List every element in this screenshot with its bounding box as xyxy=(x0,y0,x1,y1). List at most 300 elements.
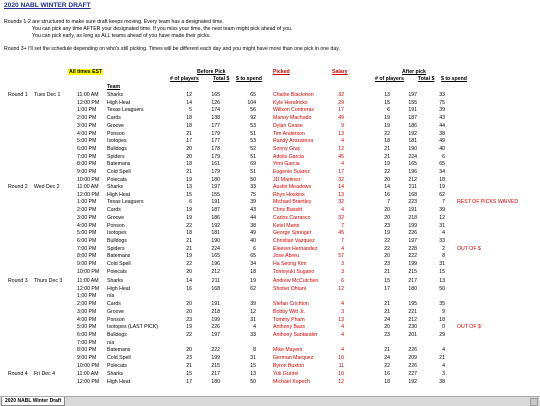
salary: 17 xyxy=(338,107,344,114)
pick-time: 12:00 PM xyxy=(77,285,100,292)
before-total: 174 xyxy=(211,107,220,114)
after-to-spend: 38 xyxy=(439,378,445,385)
after-total: 227 xyxy=(408,371,417,377)
before-total: 191 xyxy=(211,199,220,206)
before-to-spend: 51 xyxy=(250,130,256,137)
table-row xyxy=(0,223,540,230)
salary: 29 xyxy=(338,99,344,106)
before-to-spend: 56 xyxy=(250,107,256,114)
salary: 17 xyxy=(338,169,344,175)
before-num-players: 6 xyxy=(189,199,192,206)
pick-time: 2:00 PM xyxy=(77,207,97,214)
table-row xyxy=(0,324,540,331)
pick-note: REST OF PICKS WAIVED xyxy=(457,199,519,206)
salary: 4 xyxy=(341,245,344,252)
after-total: 187 xyxy=(408,115,417,122)
table-row xyxy=(0,230,540,237)
before-to-spend: 31 xyxy=(250,316,256,323)
team-name: High Heat xyxy=(107,191,131,198)
picked-player: Yuli Gurriel xyxy=(273,371,299,377)
before-to-spend: 38 xyxy=(250,222,256,229)
team-name: Sharks xyxy=(107,184,124,190)
before-to-spend: 52 xyxy=(250,145,256,152)
before-total: 186 xyxy=(211,214,220,221)
after-num-players: 22 xyxy=(384,169,390,175)
team-name: Sharks xyxy=(107,371,124,377)
team-name: Bulldogs xyxy=(107,331,127,338)
salary: 14 xyxy=(338,184,344,190)
after-num-players: 24 xyxy=(384,316,390,323)
before-num-players: 23 xyxy=(186,316,192,323)
before-to-spend: 50 xyxy=(250,176,256,183)
after-total: 168 xyxy=(408,191,417,198)
picked-player: Tim Anderson xyxy=(273,130,305,137)
salary: 45 xyxy=(338,153,344,160)
before-total: 197 xyxy=(211,331,220,338)
table-row xyxy=(0,161,540,168)
after-num-players: 21 xyxy=(384,268,390,275)
pick-time: 3:00 PM xyxy=(77,214,97,221)
pick-time: 4:00 PM xyxy=(77,130,97,137)
after-num-players-header: # of players xyxy=(375,76,404,82)
after-num-players: 19 xyxy=(384,115,390,122)
after-total: 165 xyxy=(408,161,417,168)
picked-player: Ha Seong Kim xyxy=(273,261,307,267)
after-total: 180 xyxy=(408,285,417,292)
after-total: 181 xyxy=(408,138,417,145)
before-to-spend: 31 xyxy=(250,355,256,361)
before-to-spend: 12 xyxy=(250,308,256,315)
before-total: 222 xyxy=(211,347,220,354)
table-row xyxy=(0,269,540,276)
after-num-players: 17 xyxy=(384,285,390,292)
picked-player: Yimi Garcia xyxy=(273,161,300,168)
after-to-spend: 40 xyxy=(439,145,445,152)
before-num-players: 19 xyxy=(186,324,192,331)
after-to-spend: 75 xyxy=(439,99,445,106)
after-to-spend: 4 xyxy=(442,362,445,369)
before-total: 177 xyxy=(211,138,220,145)
after-num-players: 13 xyxy=(384,92,390,98)
before-to-spend: 19 xyxy=(250,278,256,284)
after-num-players: 24 xyxy=(384,355,390,361)
salary: 7 xyxy=(341,222,344,229)
table-row xyxy=(0,154,540,161)
after-to-spend: 29 xyxy=(439,331,445,338)
salary: 4 xyxy=(341,324,344,331)
before-pick-header: Before Pick xyxy=(197,69,226,75)
after-num-players: 20 xyxy=(384,324,390,331)
after-total-header: Total $ xyxy=(418,76,435,82)
after-total: 228 xyxy=(408,245,417,252)
team-name: Isotopes xyxy=(107,230,127,237)
table-row xyxy=(0,286,540,293)
picked-player: Charlie Blackmon xyxy=(273,92,314,98)
after-total: 192 xyxy=(408,130,417,137)
after-num-players: 18 xyxy=(384,138,390,145)
before-num-players: 20 xyxy=(186,153,192,160)
salary: 4 xyxy=(341,207,344,214)
after-total: 215 xyxy=(408,268,417,275)
salary: 3 xyxy=(341,308,344,315)
round-label: Round 2 xyxy=(8,184,28,190)
before-num-players: 19 xyxy=(186,207,192,214)
after-to-spend: 18 xyxy=(439,316,445,323)
picked-player: Tommy Pham xyxy=(273,316,305,323)
salary: 4 xyxy=(341,301,344,308)
picked-player: Michael Brantley xyxy=(273,199,312,206)
salary: 32 xyxy=(338,214,344,221)
salary: 10 xyxy=(338,355,344,361)
team-name: Polecats xyxy=(107,268,127,275)
team-name: Ponson xyxy=(107,222,125,229)
before-num-players: 15 xyxy=(186,191,192,198)
salary: 32 xyxy=(338,92,344,98)
round-day: Wed Dec 2 xyxy=(34,184,60,190)
pick-time: 3:00 PM xyxy=(77,308,97,315)
before-total: 180 xyxy=(211,176,220,183)
pick-time: 7:00 PM xyxy=(77,245,97,252)
after-num-players: 20 xyxy=(384,214,390,221)
salary: 10 xyxy=(338,371,344,377)
picked-player: Andrew McCutchen xyxy=(273,278,319,284)
pick-time: 2:00 PM xyxy=(77,115,97,122)
picked-player: Dylan Cease xyxy=(273,122,303,129)
round-label: Round 3 xyxy=(8,278,28,284)
salary: 4 xyxy=(341,347,344,354)
pick-time: 7:00 PM xyxy=(77,339,97,346)
pick-time: 3:00 PM xyxy=(77,122,97,129)
after-to-spend: 34 xyxy=(439,169,445,175)
after-total: 230 xyxy=(408,324,417,331)
before-to-spend: 51 xyxy=(250,169,256,175)
team-name: Batemans xyxy=(107,253,131,260)
after-to-spend: 15 xyxy=(439,268,445,275)
before-total: 199 xyxy=(211,355,220,361)
pick-time: 2:00 PM xyxy=(77,301,97,308)
before-total: 155 xyxy=(211,191,220,198)
table-row xyxy=(0,379,540,386)
after-to-spend: 35 xyxy=(439,301,445,308)
after-total: 226 xyxy=(408,230,417,237)
team-name: Ponson xyxy=(107,130,125,137)
table-row xyxy=(0,355,540,362)
before-to-spend: 18 xyxy=(250,268,256,275)
intro-line-3: You can pick early, as long as ALL teams ahead of you have made their picks. xyxy=(32,33,211,39)
salary: 32 xyxy=(338,176,344,183)
after-to-spend: 62 xyxy=(439,191,445,198)
table-row xyxy=(0,100,540,107)
before-num-players: 21 xyxy=(186,245,192,252)
pick-time: 4:00 PM xyxy=(77,316,97,323)
before-total: 187 xyxy=(211,207,220,214)
team-name: Groove xyxy=(107,122,125,129)
table-row xyxy=(0,215,540,222)
after-total: 155 xyxy=(408,99,417,106)
num-players-header: # of players xyxy=(170,76,199,82)
after-num-players: 21 xyxy=(384,347,390,354)
after-num-players: 19 xyxy=(384,230,390,237)
pick-note: OUT OF $ xyxy=(457,245,481,252)
after-to-spend: 65 xyxy=(439,161,445,168)
before-total: 168 xyxy=(211,285,220,292)
after-num-players: 19 xyxy=(384,122,390,129)
intro-line-1: Rounds 1-2 are structured to make sure draft keeps moving. Every team has a designated time. xyxy=(4,19,224,25)
before-to-spend: 8 xyxy=(253,347,256,354)
pick-time: 9:00 PM xyxy=(77,261,97,267)
pick-time: 11:00 AM xyxy=(77,184,99,190)
picked-player: Manny Machado xyxy=(273,115,312,122)
table-row xyxy=(0,146,540,153)
before-num-players: 20 xyxy=(186,145,192,152)
after-num-players: 6 xyxy=(387,107,390,114)
before-total: 179 xyxy=(211,169,220,175)
after-to-spend: 6 xyxy=(442,153,445,160)
table-row xyxy=(0,169,540,176)
table-row xyxy=(0,131,540,138)
before-total: 179 xyxy=(211,153,220,160)
salary: 4 xyxy=(341,331,344,338)
picked-player: Anthony Santander xyxy=(273,331,318,338)
table-row xyxy=(0,115,540,122)
salary: 45 xyxy=(338,230,344,237)
before-num-players: 17 xyxy=(186,138,192,145)
after-to-spend: 2 xyxy=(442,245,445,252)
table-row xyxy=(0,301,540,308)
before-total: 138 xyxy=(211,115,220,122)
before-total: 180 xyxy=(211,378,220,385)
after-total: 226 xyxy=(408,347,417,354)
team-name: Cards xyxy=(107,115,121,122)
round-day: Thurs Dec 3 xyxy=(34,278,63,284)
before-total: 224 xyxy=(211,245,220,252)
team-name: Sharks xyxy=(107,278,124,284)
before-total: 181 xyxy=(211,230,220,237)
after-to-spend: 9 xyxy=(442,308,445,315)
pick-time: 8:00 PM xyxy=(77,161,97,168)
pick-time: 11:00 AM xyxy=(77,278,99,284)
team-name: Groove xyxy=(107,308,125,315)
team-name: Spiders xyxy=(107,153,125,160)
before-to-spend: 49 xyxy=(250,230,256,237)
salary: 4 xyxy=(341,161,344,168)
picked-player: Byron Buxton xyxy=(273,362,305,369)
salary: 3 xyxy=(341,268,344,275)
after-num-players: 22 xyxy=(384,245,390,252)
after-to-spend: 49 xyxy=(439,138,445,145)
picked-player: Kyle Hendricks xyxy=(273,99,308,106)
picked-player: Adolis Garcia xyxy=(273,153,304,160)
picked-player: Bobby Witt Jr. xyxy=(273,308,305,315)
after-total: 199 xyxy=(408,261,417,267)
table-row xyxy=(0,340,540,347)
pick-time: 6:00 PM xyxy=(77,145,97,152)
table-row xyxy=(0,246,540,253)
before-total: 196 xyxy=(211,261,220,267)
table-row xyxy=(0,184,540,191)
pick-time: 10:00 PM xyxy=(77,362,100,369)
after-to-spend: 0 xyxy=(442,324,445,331)
salary: 12 xyxy=(338,145,344,152)
before-to-spend: 65 xyxy=(250,92,256,98)
before-num-players: 22 xyxy=(186,331,192,338)
after-num-players: 16 xyxy=(384,191,390,198)
pick-time: 12:00 PM xyxy=(77,191,100,198)
before-total: 165 xyxy=(211,253,220,260)
before-to-spend: 33 xyxy=(250,331,256,338)
pick-time: 1:00 PM xyxy=(77,199,97,206)
before-num-players: 14 xyxy=(186,99,192,106)
before-total: 218 xyxy=(211,308,220,315)
team-name: Bulldogs xyxy=(107,237,127,244)
after-num-players: 16 xyxy=(384,371,390,377)
picked-player: Chris Bassitt xyxy=(273,207,303,214)
before-num-players: 20 xyxy=(186,268,192,275)
pick-time: 5:00 PM xyxy=(77,324,97,331)
before-num-players: 22 xyxy=(186,222,192,229)
pick-time: 1:00 PM xyxy=(77,293,97,300)
after-total: 212 xyxy=(408,316,417,323)
after-num-players: 14 xyxy=(384,184,390,190)
table-row xyxy=(0,199,540,206)
after-total: 209 xyxy=(408,355,417,361)
team-name: Ponson xyxy=(107,316,125,323)
after-to-spend: 31 xyxy=(439,222,445,229)
after-total: 201 xyxy=(408,331,417,338)
pick-time: 8:00 PM xyxy=(77,253,97,260)
before-num-players: 13 xyxy=(186,184,192,190)
pick-time: 11:00 AM xyxy=(77,92,99,98)
table-row xyxy=(0,332,540,339)
before-total: 165 xyxy=(211,92,220,98)
team-name: n/a xyxy=(107,293,115,300)
before-to-spend: 65 xyxy=(250,253,256,260)
round-label: Round 1 xyxy=(8,92,28,98)
pick-time: 6:00 PM xyxy=(77,331,97,338)
after-num-players: 20 xyxy=(384,207,390,214)
before-total: 190 xyxy=(211,237,220,244)
intro-line-4: Round 3+ I'll set the schedule depending on who's still picking. Times will be different each day and you might have more than one pick in one day. xyxy=(4,46,340,52)
after-num-players: 23 xyxy=(384,222,390,229)
after-num-players: 22 xyxy=(384,130,390,137)
table-row xyxy=(0,107,540,114)
after-to-spend: 38 xyxy=(439,130,445,137)
before-to-spend: 15 xyxy=(250,362,256,369)
team-name: Cold Spell xyxy=(107,355,131,361)
before-num-players: 20 xyxy=(186,301,192,308)
before-total: 199 xyxy=(211,316,220,323)
after-total: 199 xyxy=(408,222,417,229)
team-name: High Heat xyxy=(107,378,131,385)
salary: 12 xyxy=(338,285,344,292)
after-num-players: 15 xyxy=(384,99,390,106)
before-num-players: 19 xyxy=(186,214,192,221)
before-total: 161 xyxy=(211,161,220,168)
after-num-players: 23 xyxy=(384,261,390,267)
before-to-spend: 43 xyxy=(250,207,256,214)
table-row xyxy=(0,371,540,378)
after-to-spend: 7 xyxy=(442,199,445,206)
table-row xyxy=(0,92,540,99)
after-to-spend: 33 xyxy=(439,92,445,98)
salary: 57 xyxy=(338,253,344,260)
before-total: 212 xyxy=(211,268,220,275)
after-to-spend: 19 xyxy=(439,184,445,190)
after-to-spend: 44 xyxy=(439,122,445,129)
round-day: Fri Dec 4 xyxy=(34,371,56,377)
after-to-spend: 39 xyxy=(439,107,445,114)
after-to-spend: 4 xyxy=(442,230,445,237)
picked-player: Ketel Marte xyxy=(273,222,300,229)
team-name: Bulldogs xyxy=(107,145,127,152)
after-total: 226 xyxy=(408,362,417,369)
before-to-spend: 6 xyxy=(253,245,256,252)
after-total: 191 xyxy=(408,107,417,114)
after-total: 212 xyxy=(408,176,417,183)
team-name: Texas Leaguers xyxy=(107,107,144,114)
after-total: 218 xyxy=(408,214,417,221)
picked-player: Carlos Carrasco xyxy=(273,214,311,221)
before-to-spend: 51 xyxy=(250,153,256,160)
before-to-spend: 44 xyxy=(250,214,256,221)
salary: 6 xyxy=(341,278,344,284)
after-num-players: 7 xyxy=(387,199,390,206)
table-row xyxy=(0,309,540,316)
after-to-spend: 43 xyxy=(439,115,445,122)
before-to-spend: 34 xyxy=(250,261,256,267)
pick-note: OUT OF $ xyxy=(457,324,481,331)
team-name: Cold Spell xyxy=(107,261,131,267)
table-row xyxy=(0,123,540,130)
before-total: 217 xyxy=(211,371,220,377)
table-row xyxy=(0,278,540,285)
table-row xyxy=(0,363,540,370)
after-total: 186 xyxy=(408,122,417,129)
before-to-spend: 13 xyxy=(250,371,256,377)
sheet-tab[interactable]: 2020 NABL Winter Draft xyxy=(1,397,65,406)
before-to-spend: 69 xyxy=(250,161,256,168)
before-to-spend: 53 xyxy=(250,122,256,129)
table-row xyxy=(0,177,540,184)
picked-player: Anthony Bass xyxy=(273,324,306,331)
after-num-players: 18 xyxy=(384,378,390,385)
after-num-players: 23 xyxy=(384,331,390,338)
after-total: 191 xyxy=(408,207,417,214)
after-to-spend-header: $ to spend xyxy=(441,76,467,82)
before-num-players: 19 xyxy=(186,253,192,260)
before-total: 177 xyxy=(211,122,220,129)
table-row xyxy=(0,317,540,324)
before-num-players: 22 xyxy=(186,261,192,267)
picked-player: Michael Kopech xyxy=(273,378,310,385)
round-day: Tues Dec 1 xyxy=(34,92,61,98)
salary: 13 xyxy=(338,191,344,198)
after-num-players: 15 xyxy=(384,278,390,284)
before-total: 191 xyxy=(211,301,220,308)
intro-line-2: You can pick any time AFTER your designated time. If you miss your time, the next team might pick ahead of you. xyxy=(32,26,293,32)
after-num-players: 21 xyxy=(384,153,390,160)
page-title: 2020 NABL WINTER DRAFT xyxy=(4,2,91,9)
pick-time: 12:00 PM xyxy=(77,378,100,385)
before-num-players: 18 xyxy=(186,161,192,168)
before-num-players: 15 xyxy=(186,371,192,377)
team-name: Polecats xyxy=(107,176,127,183)
before-num-players: 18 xyxy=(186,122,192,129)
before-num-players: 21 xyxy=(186,237,192,244)
pick-time: 8:00 PM xyxy=(77,347,97,354)
after-total: 190 xyxy=(408,145,417,152)
picked-player: Randy Arozarena xyxy=(273,138,314,145)
